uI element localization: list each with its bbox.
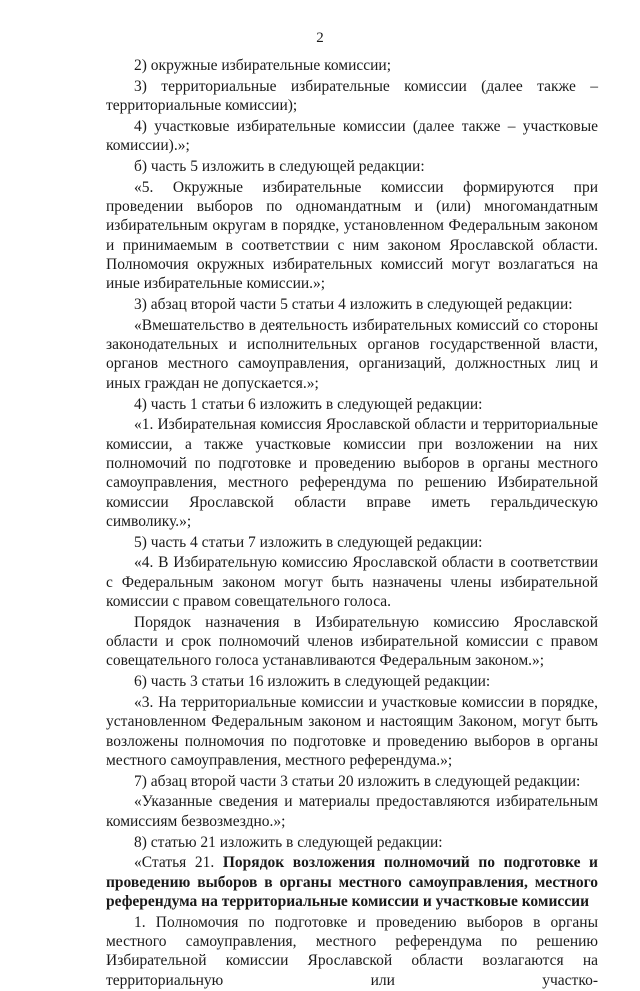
page-number: 2 [316, 30, 324, 46]
paragraph: 4) часть 1 статьи 6 изложить в следующей редакции: [134, 395, 483, 413]
paragraph: «5. Окружные избирательные комиссии формируются при проведении выборов по одномандатным и (или) многомандатным избирательным округам в порядке, установленном Федеральным законом и принимаемым в соответствии с ним законом Ярославской области. Полномочия окружных избирательных комиссий могут возлагаться на иные избирательные комиссии.»; [106, 178, 598, 293]
paragraph: «3. На территориальные комиссии и участковые комиссии в порядке, установленном Федеральным законом и настоящим Законом, могут быть возложены полномочия по подготовке и проведению выборов в органы местного самоуправления, местного референдума.»; [106, 694, 598, 769]
paragraph: Порядок назначения в Избирательную комиссию Ярославской области и срок полномочий членов избирательной комиссии с правом совещательного голоса устанавливаются Федеральным законом.»; [106, 613, 598, 670]
paragraph: 7) абзац второй части 3 статьи 20 изложить в следующей редакции: [134, 772, 581, 790]
paragraph: б) часть 5 изложить в следующей редакции: [134, 157, 425, 175]
paragraph: «Указанные сведения и материалы предоставляются избирательным комиссиям безвозмездно.»; [106, 793, 598, 830]
paragraph: 4) участковые избирательные комиссии (далее также – участковые комиссии).»; [106, 117, 598, 155]
paragraph: 8) статью 21 изложить в следующей редакции: [134, 833, 443, 851]
document-body [106, 56, 598, 991]
paragraph: 3) абзац второй части 5 статьи 4 изложить в следующей редакции: [134, 296, 573, 314]
article-heading [106, 853, 598, 911]
paragraph: 6) часть 3 статьи 16 изложить в следующей редакции: [134, 673, 491, 691]
article-number: «Статья 21. [134, 854, 223, 872]
paragraph: «1. Избирательная комиссия Ярославской области и территориальные комиссии, а также участковые комиссии при возложении на них полномочий по подготовке и проведению выборов в органы местного самоуправления, местного референдума по решению Избирательной комиссии Ярославской области вправе иметь геральдическую символику.»; [106, 416, 598, 530]
paragraph: «4. В Избирательную комиссию Ярославской области в соответствии с Федеральным законом могут быть назначены члены избирательной комиссии с правом совещательного голоса. [106, 554, 598, 611]
paragraph: 2) окружные избирательные комиссии; [134, 57, 392, 74]
paragraph: 3) территориальные избирательные комиссии (далее также – территориальные комиссии); [106, 77, 598, 115]
paragraph: 1. Полномочия по подготовке и проведению выборов в органы местного самоуправления, местного референдума по решению Избирательной комиссии Ярославской области возлагаются на территориальную или участко- [106, 913, 598, 989]
paragraph: «Вмешательство в деятельность избирательных комиссий со стороны законодательных и исполнительных органов государственной власти, органов местного самоуправления, организаций, должностных лиц и иных граждан не допускается.»; [106, 316, 598, 392]
paragraph: 5) часть 4 статьи 7 изложить в следующей редакции: [134, 533, 483, 551]
article-title: Порядок возложения полномочий по подготовке и проведению выборов в органы местного самоуправления, местного референдума на территориальные комиссии и участковые комиссии [106, 854, 598, 910]
